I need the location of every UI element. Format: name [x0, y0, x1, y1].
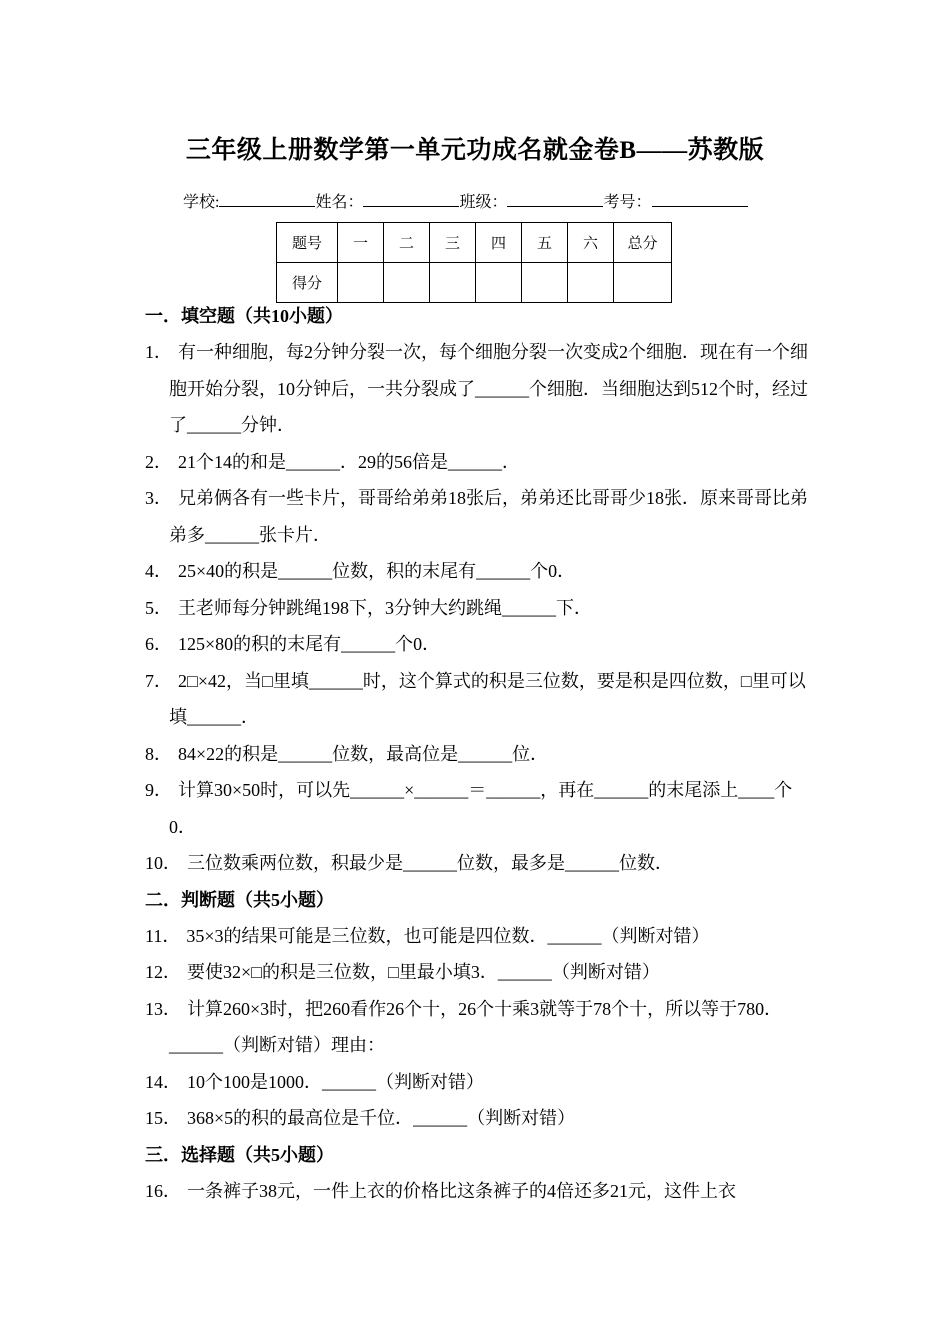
score-table-score-row: [277, 263, 672, 303]
question-item: [145, 954, 809, 991]
question-text: 要使32×□的积是三位数，□里最小填3．______（判断对错）: [187, 962, 660, 982]
header-cell: 总分: [614, 223, 672, 263]
score-cell[interactable]: [430, 263, 476, 303]
score-cell[interactable]: [476, 263, 522, 303]
question-text: 25×40的积是______位数，积的末尾有______个0．: [178, 561, 576, 581]
score-row-label: 得分: [277, 263, 338, 303]
question-text: 有一种细胞，每2分钟分裂一次，每个细胞分裂一次变成2个细胞．现在有一个细胞开始分裂，10分钟后，一共分裂成了______个细胞．当细胞达到512个时，经过了______分钟．: [169, 342, 808, 435]
score-cell[interactable]: [614, 263, 672, 303]
question-number: 11．: [145, 925, 181, 946]
section-heading: 三．选择题（共5小题）: [145, 1144, 334, 1165]
section-heading: 二．判断题（共5小题）: [145, 889, 334, 910]
score-cell[interactable]: [338, 263, 384, 303]
question-item: [145, 845, 809, 882]
question-number: 4．: [145, 561, 172, 581]
question-text: 84×22的积是______位数，最高位是______位．: [178, 743, 549, 764]
question-item: [145, 1173, 809, 1210]
question-item: [145, 918, 809, 955]
question-text: 10个100是1000．______（判断对错）: [187, 1071, 484, 1092]
school-label: 学校:: [183, 194, 220, 211]
class-label: 班级：: [459, 194, 508, 211]
exam-no-blank[interactable]: [652, 192, 748, 207]
header-cell: 一: [338, 223, 384, 263]
class-blank[interactable]: [507, 192, 603, 207]
question-number: 8．: [145, 743, 172, 764]
question-item: [145, 444, 809, 481]
question-text: 计算30×50时，可以先______×______＝______，再在______的末尾添上____个0．: [169, 780, 793, 837]
question-text: 125×80的积的末尾有______个0．: [178, 634, 441, 654]
question-item: [145, 480, 809, 553]
question-text: 计算260×3时，把260看作26个十，26个十乘3就等于78个十，所以等于780．______（判断对错）理由：: [169, 998, 783, 1055]
score-cell[interactable]: [384, 263, 430, 303]
score-cell[interactable]: [568, 263, 614, 303]
question-item: [145, 736, 809, 773]
question-text: 21个14的和是______．29的56倍是______．: [178, 451, 520, 472]
header-cell: 五: [522, 223, 568, 263]
name-blank[interactable]: [363, 192, 459, 207]
question-number: 13．: [145, 998, 181, 1019]
exam-no-label: 考号：: [603, 194, 652, 211]
question-number: 9．: [145, 780, 172, 800]
question-text: 2□×42，当□里填______时，这个算式的积是三位数，要是积是四位数，□里可以填______．: [169, 670, 806, 727]
question-number: 6．: [145, 634, 172, 654]
page-title: 三年级上册数学第一单元功成名就金卷B——苏教版: [185, 137, 765, 164]
question-item: [145, 553, 809, 590]
question-item: [145, 772, 809, 845]
question-item: [145, 590, 809, 627]
question-item: [145, 1100, 809, 1137]
question-number: 1．: [145, 342, 172, 362]
score-table-header-row: [277, 223, 672, 263]
question-number: 3．: [145, 488, 172, 508]
score-table: [276, 222, 672, 303]
header-cell: 六: [568, 223, 614, 263]
question-item: [145, 663, 809, 736]
name-label: 姓名：: [315, 194, 364, 211]
question-number: 15．: [145, 1108, 181, 1128]
question-text: 三位数乘两位数，积最少是______位数，最多是______位数．: [187, 853, 673, 873]
header-cell: 二: [384, 223, 430, 263]
question-number: 16．: [145, 1180, 181, 1201]
question-item: [145, 991, 809, 1064]
question-text: 一条裤子38元，一件上衣的价格比这条裤子的4倍还多21元，这件上衣: [187, 1180, 736, 1201]
question-number: 5．: [145, 597, 172, 618]
question-number: 7．: [145, 670, 172, 691]
question-number: 10．: [145, 853, 181, 873]
question-text: 35×3的结果可能是三位数，也可能是四位数．______（判断对错）: [186, 925, 710, 946]
question-item: [145, 334, 809, 444]
header-cell: 三: [430, 223, 476, 263]
question-text: 王老师每分钟跳绳198下，3分钟大约跳绳______下．: [178, 597, 592, 618]
question-text: 兄弟俩各有一些卡片，哥哥给弟弟18张后，弟弟还比哥哥少18张．原来哥哥比弟弟多______张卡片．: [169, 488, 808, 545]
header-cell: 四: [476, 223, 522, 263]
question-number: 14．: [145, 1071, 181, 1092]
school-blank[interactable]: [219, 192, 315, 207]
section-heading: 一．填空题（共10小题）: [145, 306, 343, 326]
question-number: 12．: [145, 962, 181, 982]
header-cell: 题号: [277, 223, 338, 263]
question-text: 368×5的积的最高位是千位．______（判断对错）: [187, 1108, 576, 1128]
score-cell[interactable]: [522, 263, 568, 303]
questions-content: [145, 298, 809, 1209]
question-item: [145, 1064, 809, 1101]
student-info-line: [183, 189, 748, 212]
question-item: [145, 626, 809, 663]
question-number: 2．: [145, 451, 172, 472]
